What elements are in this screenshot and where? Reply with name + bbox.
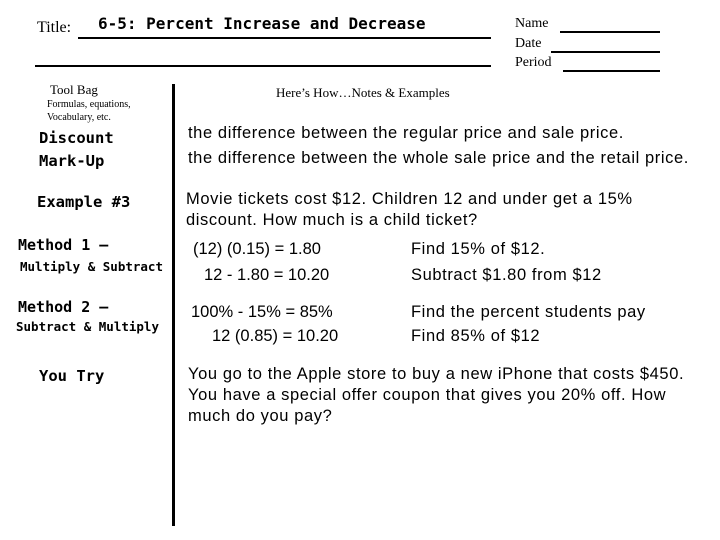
- title-underline: [78, 37, 491, 39]
- tool-bag-heading: Tool Bag: [50, 82, 98, 97]
- method-2-note-1: Find the percent students pay: [411, 303, 646, 321]
- method-1-step-2: 12 - 1.80 = 10.20: [204, 266, 330, 284]
- example-3-label: Example #3: [37, 193, 131, 211]
- discount-definition: the difference between the regular price and sale price.: [188, 124, 624, 142]
- you-try-problem: You go to the Apple store to buy a new iPhone that costs $450. You have a special offer coupon that gives you 20% off. How much do you pay?: [188, 365, 685, 425]
- date-label: Date: [515, 36, 542, 51]
- method-2-step-1: 100% - 15% = 85%: [191, 303, 333, 321]
- title-second-line: [35, 65, 491, 67]
- date-line: [551, 51, 660, 53]
- method-2-note-2: Find 85% of $12: [411, 327, 541, 345]
- name-label: Name: [515, 16, 549, 31]
- term-discount: Discount: [39, 129, 114, 147]
- period-label: Period: [515, 55, 552, 70]
- you-try-label: You Try: [39, 367, 105, 385]
- method-1-sub: Multiply & Subtract: [20, 259, 163, 274]
- page-title: 6-5: Percent Increase and Decrease: [98, 14, 426, 33]
- markup-definition: the difference between the whole sale price and the retail price.: [188, 149, 689, 167]
- method-2-step-2: 12 (0.85) = 10.20: [212, 327, 339, 345]
- column-divider: [172, 84, 175, 526]
- method-2-sub: Subtract & Multiply: [16, 319, 159, 334]
- method-1-note-1: Find 15% of $12.: [411, 240, 546, 258]
- example-problem: Movie tickets cost $12. Children 12 and under get a 15% discount. How much is a child ticket?: [186, 190, 633, 229]
- term-markup: Mark-Up: [39, 152, 105, 170]
- method-2-label: Method 2 –: [18, 298, 109, 316]
- title-label: Title:: [37, 19, 72, 36]
- name-line: [560, 31, 660, 33]
- period-line: [563, 70, 660, 72]
- notes-heading: Here’s How…Notes & Examples: [276, 85, 450, 100]
- method-1-note-2: Subtract $1.80 from $12: [411, 266, 602, 284]
- method-1-label: Method 1 –: [18, 236, 109, 254]
- formulas-caption: Formulas, equations, Vocabulary, etc.: [47, 99, 131, 123]
- method-1-step-1: (12) (0.15) = 1.80: [193, 240, 321, 258]
